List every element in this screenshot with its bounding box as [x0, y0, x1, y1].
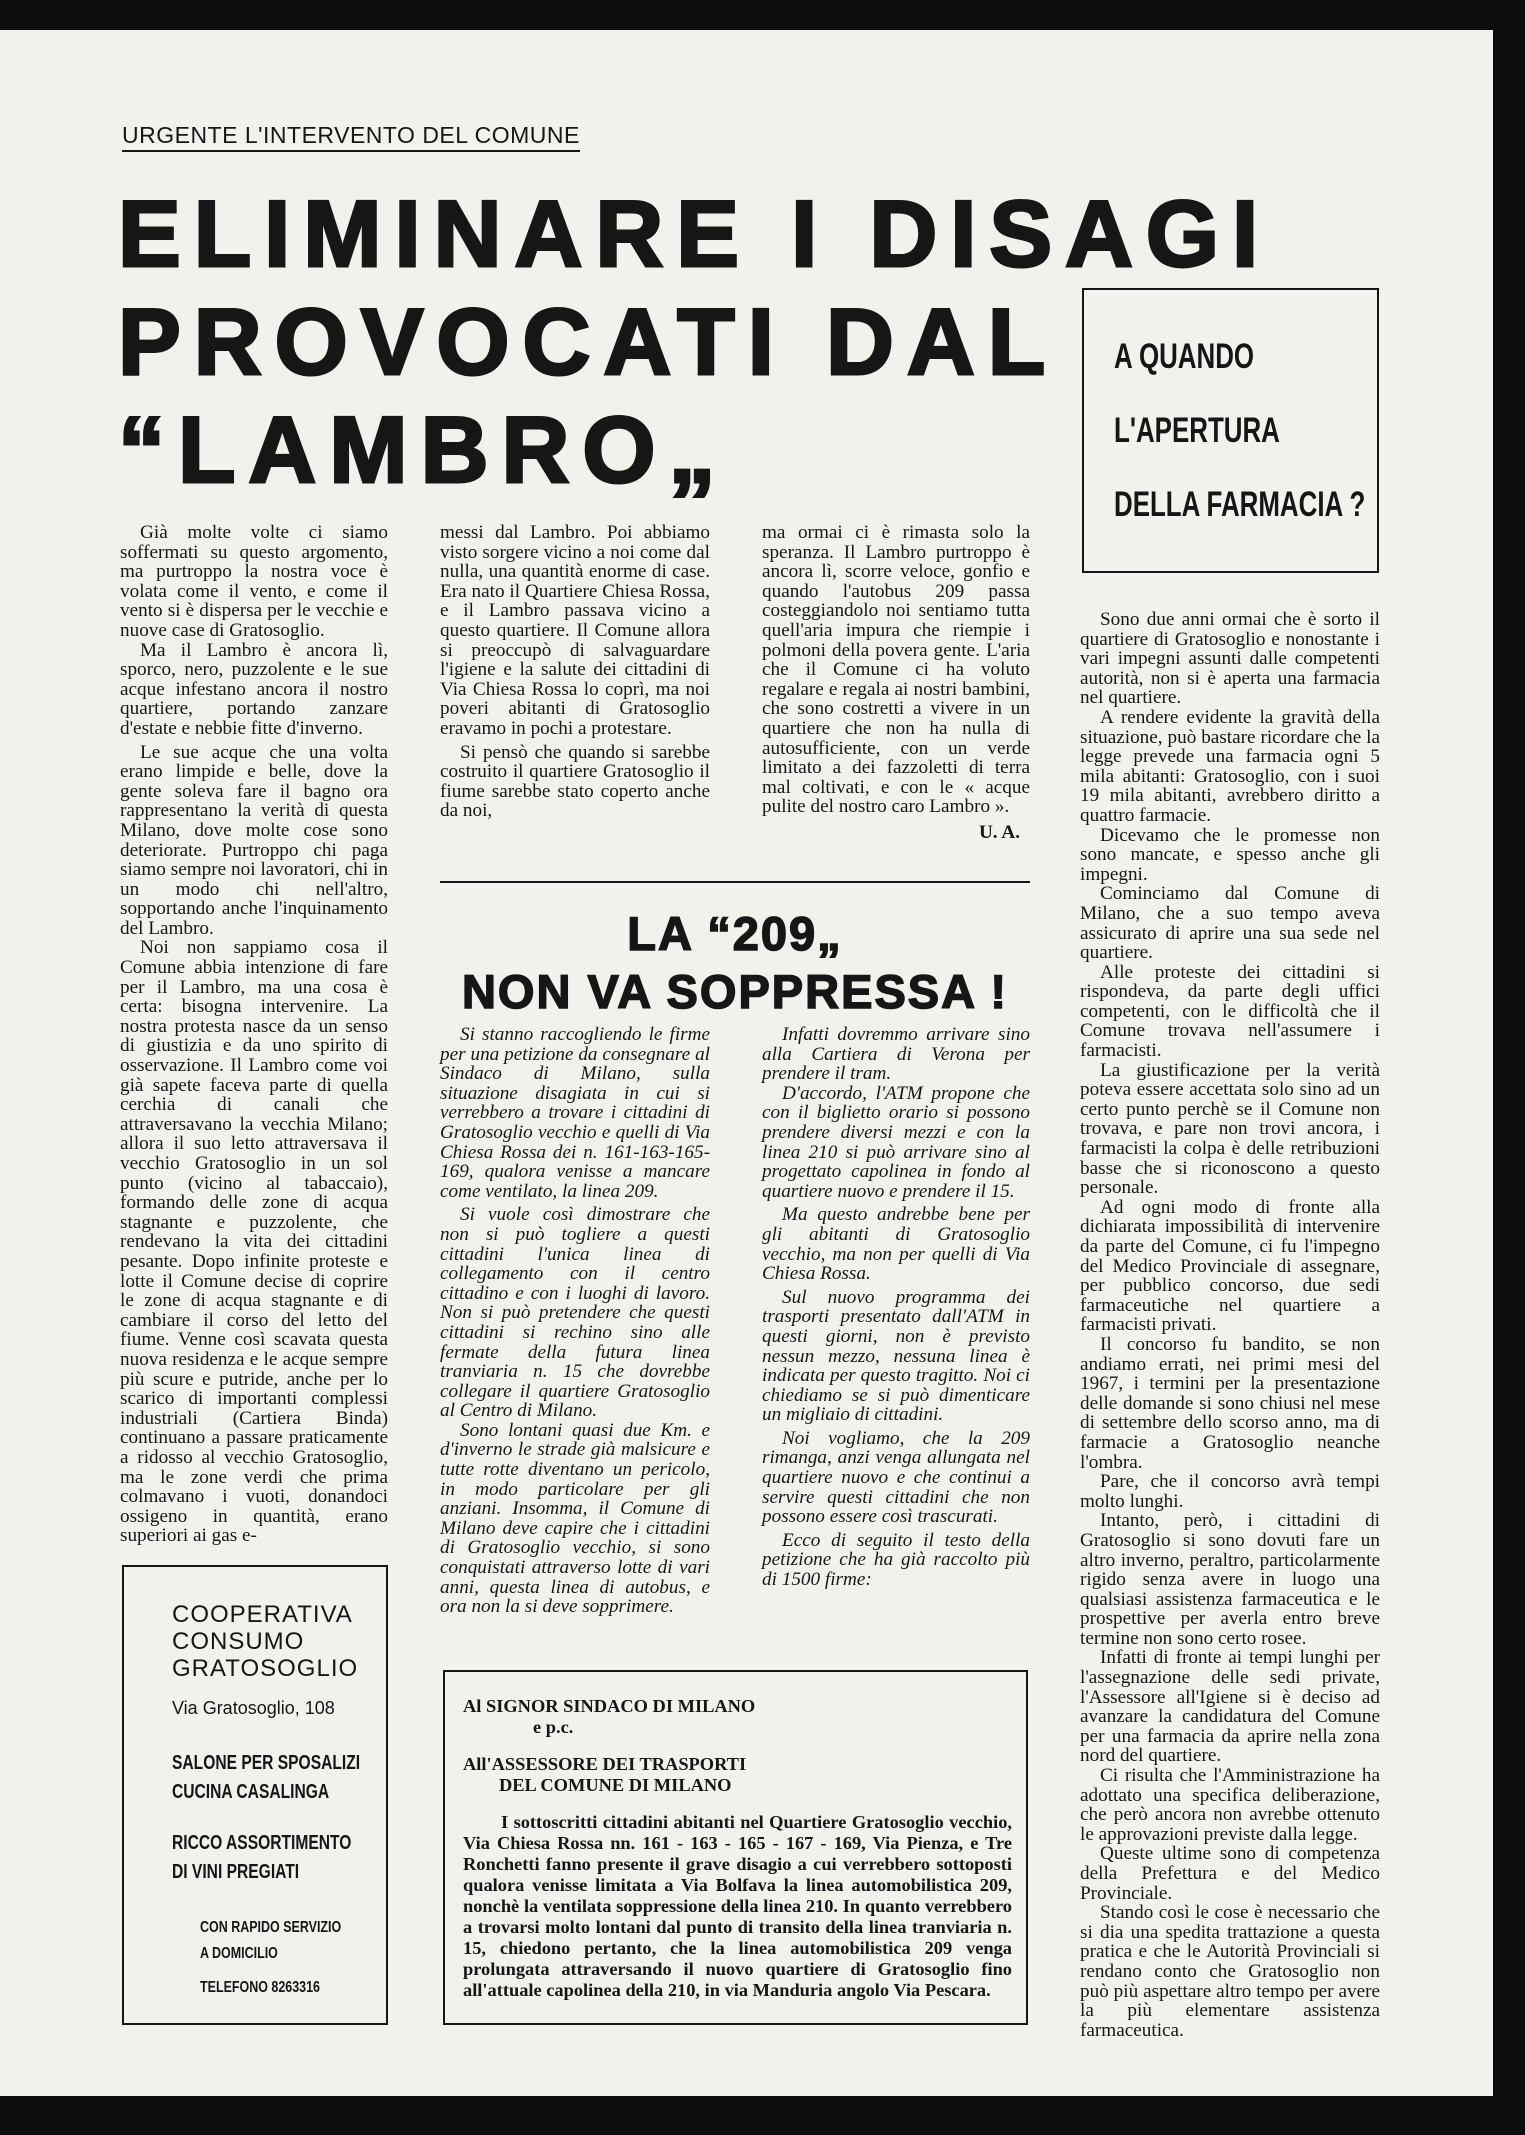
- paragraph: Si stanno raccogliendo le firme per una petizione da consegnare al Sindaco di Milano, sulla situazione disagiata in cui si verrebbero a trovare i cittadini di Gratosoglio vecchio e quelli di Via Chiesa Rossa dei n. 161-163-165-169, qualora venisse a mancare come ventilato, la linea 209.: [440, 1024, 710, 1202]
- paragraph: Ma il Lambro è ancora lì, sporco, nero, puzzolente e le sue acque infestano ancora il nostro quartiere, portando zanzare d'estate e nebbie fitte d'inverno.: [120, 639, 388, 739]
- paragraph: Stando così le cose è necessario che si dia una spedita trattazione a questa pratica e che le Autorità Provinciali si rendano conto che Gratosoglio non può più aspettare altro tempo per avere la più elementare assistenza farmaceutica.: [1080, 1902, 1380, 2041]
- pharmacy-column: [1080, 610, 1380, 2040]
- ad-name-line-2: CONSUMO: [172, 1628, 305, 1655]
- paragraph: A rendere evidente la gravità della situazione, può bastare ricordare che la legge prevede una farmacia ogni 5 mila abitanti: Gratosoglio, con i suoi 19 mila abitanti, avrebbero diritto a quattro farmacie.: [1080, 706, 1380, 826]
- paragraph: Si vuole così dimostrare che non si può togliere a questi cittadini l'unica linea di collegamento con il centro cittadino e con i luoghi di lavoro. Non si può pretendere che questi cittadini si rechino sino alle fermate della futura linea tranviaria n. 15 che dovrebbe collegare il quartiere Gratosoglio al Centro di Milano.: [440, 1204, 710, 1422]
- ad-address: Via Gratosoglio, 108: [172, 1698, 335, 1718]
- paragraph: Le sue acque che una volta erano limpide e belle, dove la gente soleva fare il bagno ora rappresentano la verità di questa Milano, dove molte cose sono deteriorate. Purtroppo chi paga siamo sempre noi lavoratori, chi in un modo chi nell'altro, sopportando anche l'inquinamento del Lambro.: [120, 741, 388, 939]
- paragraph: Il concorso fu bandito, se non andiamo errati, nei primi mesi del 1967, i termini per la presentazione delle domande si sono chiusi nel mese di settembre dello scorso anno, ma di farmacie a Gratosoglio neanche l'ombra.: [1080, 1333, 1380, 1473]
- paragraph: Cominciamo dal Comune di Milano, che a suo tempo aveva assicurato di aprire una sua sede nel quartiere.: [1080, 883, 1380, 964]
- petition-recipient: Al SIGNOR SINDACO DI MILANO: [463, 1696, 756, 1716]
- petition-cc: e p.c.: [533, 1717, 574, 1737]
- ad-service-2-line-1: RICCO ASSORTIMENTO: [172, 1832, 352, 1854]
- paragraph: Ecco di seguito il testo della petizione che ha già raccolto più di 1500 firme:: [762, 1529, 1030, 1591]
- paragraph: Infatti dovremmo arrivare sino alla Cartiera di Verona per prendere il tram.: [762, 1024, 1030, 1085]
- bus-column-1: [440, 1025, 710, 1645]
- headline-line-1: ELIMINARE I DISAGI: [118, 181, 1272, 286]
- ad-delivery-line-2: A DOMICILIO: [200, 1945, 278, 1962]
- lambro-column-3: [762, 523, 1030, 853]
- paragraph: Noi non sappiamo cosa il Comune abbia intenzione di fare per il Lambro, ma una cosa è certa: bisogna intervenire. La nostra protesta nasce da un senso di giustizia e da uno spirito di osservazione. Il Lambro come voi già sapete faceva parte di quella cerchia di canali che attraversavano la vecchia Milano; allora il suo letto attraversava il vecchio Gratosoglio in un sol punto (vicino al tabaccaio), formando delle zone di acqua stagnante e puzzolente, che rendevano la vita dei cittadini pesante. Dopo infinite proteste e lotte il Comune decise di coprire le zone di acqua stagnante e di cambiare il corso del letto del fiume. Venne così scavata questa nuova residenza e le acque sempre più scure e putride, anche per lo scarico di importanti complessi industriali (Cartiera Binda) continuano a passare praticamente a ridosso al vecchio Gratosoglio, ma le zone verdi che prima colmavano i vuoti, donandoci ossigeno in quantità, erano superiori ai gas e-: [120, 937, 388, 1547]
- petition-recipient-2: All'ASSESSORE DEI TRASPORTI: [463, 1754, 747, 1774]
- paragraph: Pare, che il concorso avrà tempi molto lunghi.: [1080, 1471, 1380, 1512]
- paragraph: Dicevamo che le promesse non sono mancate, e spesso anche gli impegni.: [1080, 824, 1380, 885]
- ad-service-1-line-2: CUCINA CASALINGA: [172, 1781, 330, 1803]
- lambro-column-1: [120, 522, 388, 1547]
- paragraph: La giustificazione per la verità poteva essere accettata solo sino ad un certo punto perchè se il Comune non trovava, e pare non trovi ancora, i farmacisti la colpa è delle retribuzioni basse che si riconoscono a questo personale.: [1080, 1059, 1380, 1199]
- pharmacy-title-line-1: A QUANDO: [1114, 336, 1255, 376]
- article-signature: U. A.: [978, 821, 1020, 843]
- cooperative-ad: [122, 1565, 388, 2025]
- ad-delivery-line-1: CON RAPIDO SERVIZIO: [200, 1919, 342, 1936]
- headline-line-2: PROVOCATI DAL: [118, 289, 1059, 394]
- paragraph: Ad ogni modo di fronte alla dichiarata impossibilità di intervenire da parte del Comune, ci fu l'impegno del Medico Provinciale di assegnare, per pubblico concorso, due sedi farmaceutiche nel quartiere a farmacisti privati.: [1080, 1196, 1380, 1336]
- pharmacy-title-line-3: DELLA FARMACIA ?: [1114, 484, 1366, 524]
- kicker: URGENTE L'INTERVENTO DEL COMUNE: [122, 122, 580, 152]
- lambro-column-2: [440, 523, 710, 853]
- petition-recipient-2-line-2: DEL COMUNE DI MILANO: [499, 1775, 732, 1795]
- paragraph: Sul nuovo programma dei trasporti presentato dall'ATM in questi giorni, non è previsto nessun mezzo, nessuna linea è indicata per questo tragitto. Noi ci chiediamo se si può dimenticare un migliaio di cittadini.: [762, 1286, 1030, 1426]
- paragraph: Sono lontani quasi due Km. e d'inverno le strade già malsicure e tutte rotte diventano un pericolo, in modo particolare per gli anziani. Insomma, il Comune di Milano deve capire che i cittadini di Gratosoglio vecchio, si sono conquistati attraverso lotte di vari anni, questa linea di autobus, e ora non la si deve sopprimere.: [440, 1419, 710, 1618]
- paragraph: Intanto, però, i cittadini di Gratosoglio si sono dovuti fare un altro inverno, peraltro, particolarmente rigido senza avere in luogo una qualsiasi assistenza farmaceutica e le prospettive per averla entro breve termine non sono certo rosee.: [1080, 1510, 1380, 1649]
- paragraph: Noi vogliamo, che la 209 rimanga, anzi venga allungata nel quartiere nuovo e che continui a servire questi cittadini che non possono essere così trascurati.: [762, 1427, 1030, 1528]
- newspaper-page: [0, 30, 1493, 2096]
- bus-headline: [440, 905, 1030, 1021]
- paragraph: Ma questo andrebbe bene per gli abitanti di Gratosoglio vecchio, ma non per quelli di Via Chiesa Rossa.: [762, 1204, 1030, 1285]
- pharmacy-title-box: [1082, 288, 1379, 573]
- paragraph: Già molte volte ci siamo soffermati su questo argomento, ma purtroppo la nostra voce è volata come il vento, e come il vento si è dispersa per le vecchie e nuove case di Gratosoglio.: [120, 522, 388, 641]
- headline-line-3: “LAMBRO„: [118, 397, 729, 502]
- paragraph: Si pensò che quando si sarebbe costruito il quartiere Gratosoglio il fiume sarebbe stato coperto anche da noi,: [440, 741, 710, 822]
- paragraph: Queste ultime sono di competenza della Prefettura e del Medico Provinciale.: [1080, 1843, 1380, 1904]
- bus-headline-line-1: LA “209„: [627, 907, 843, 960]
- ad-service-1-line-1: SALONE PER SPOSALIZI: [172, 1752, 361, 1774]
- ad-phone: TELEFONO 8263316: [200, 1979, 320, 1996]
- petition-body: I sottoscritti cittadini abitanti nel Quartiere Gratosoglio vecchio, Via Chiesa Rossa nn. 161 - 163 - 165 - 167 - 169, Via Pienza, e Tre Ronchetti fanno presente il grave disagio a cui verrebbero sottoposti qualora venisse limitata a Via Bolfava la linea automobilistica 209, nonchè la ventilata soppressione della linea 210. In quanto verrebbero a trovarsi molto lontani dal punto di transito della linea tranviaria n. 15, chiedono pertanto, che la linea automobilistica 209 venga prolungata attraversando il nuovo quartiere di Gratosoglio fino all'attuale capolinea della 210, in via Manduria angolo Via Pescara.: [463, 1812, 1012, 2000]
- pharmacy-title-line-2: L'APERTURA: [1114, 410, 1280, 450]
- paragraph: Infatti di fronte ai tempi lunghi per l'assegnazione delle sedi private, l'Assessore all'Igiene si è deciso ad avanzare la candidatura del Comune per una farmacia da aprire nella zona nord del quartiere.: [1080, 1647, 1380, 1767]
- paragraph: Alle proteste dei cittadini si rispondeva, da parte degli uffici competenti, con le difficoltà che il Comune trovava nell'assumere i farmacisti.: [1080, 961, 1380, 1062]
- bus-column-2: [762, 1025, 1030, 1645]
- ad-service-2-line-2: DI VINI PREGIATI: [172, 1861, 300, 1883]
- section-divider: [440, 881, 1030, 883]
- ad-name-line-3: GRATOSOGLIO: [172, 1655, 359, 1682]
- bus-headline-line-2: NON VA SOPPRESSA !: [461, 965, 1009, 1018]
- paragraph: messi dal Lambro. Poi abbiamo visto sorgere vicino a noi come dal nulla, una quantità enorme di case. Era nato il Quartiere Chiesa Rossa, e il Lambro passava vicino a questo quartiere. Il Comune allora si preoccupò di salvaguardare l'igiene e la salute dei cittadini di Via Chiesa Rossa lo coprì, ma noi poveri abitanti di Gratosoglio eravamo in pochi a protestare.: [440, 522, 710, 739]
- paragraph: ma ormai ci è rimasta solo la speranza. Il Lambro purtroppo è ancora lì, scorre veloce, gonfio e quando l'autobus 209 passa costeggiandolo noi sentiamo tutta quell'aria impura che riempie i polmoni della povera gente. L'aria che il Comune ci ha voluto regalare e regala ai nostri bambini, che sono costretti a vivere in un quartiere che non ha nulla di autosufficiente, con un verde limitato a dei fazzoletti di terra mal coltivati, e con le « acque pulite del nostro caro Lambro ».: [762, 522, 1030, 818]
- petition-box: [443, 1670, 1028, 2025]
- paragraph: D'accordo, l'ATM propone che con il biglietto orario si possono prendere diversi mezzi e con la linea 210 si può arrivare sino al progettato capolinea in fondo al quartiere nuovo e prendere il 15.: [762, 1082, 1030, 1202]
- ad-name-line-1: COOPERATIVA: [172, 1601, 353, 1628]
- paragraph: Sono due anni ormai che è sorto il quartiere di Gratosoglio e nonostante i vari impegni assunti dalle competenti autorità, non si è aperta una farmacia nel quartiere.: [1080, 609, 1380, 709]
- paragraph: Ci risulta che l'Amministrazione ha adottato una specifica deliberazione, che però ancora non avrebbe ottenuto le approvazioni previste dalla legge.: [1080, 1765, 1380, 1845]
